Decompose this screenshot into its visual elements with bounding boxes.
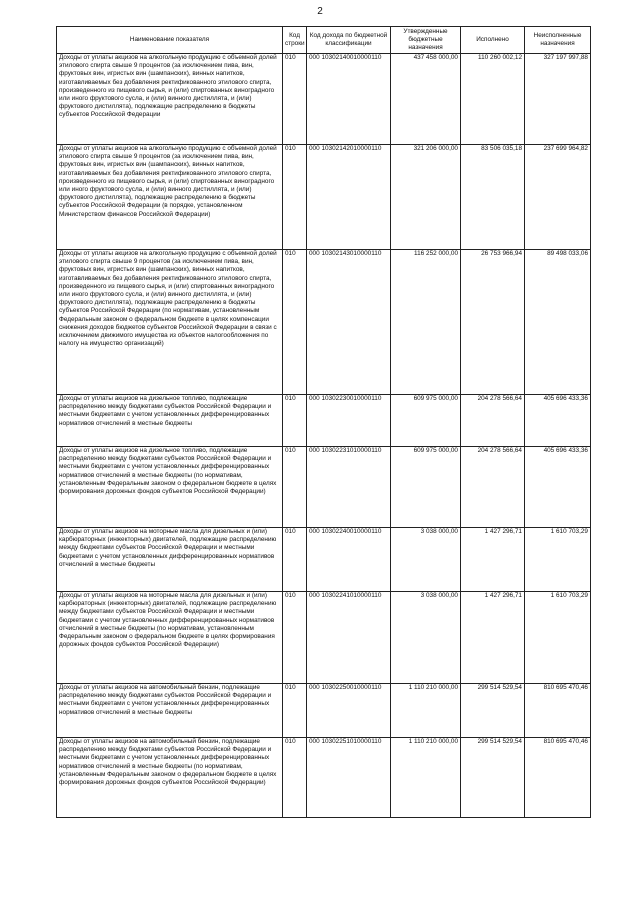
- budget-class-code: 000 10302241010000110: [307, 592, 391, 684]
- unexecuted-amount: 810 695 470,46: [525, 684, 591, 738]
- approved-amount: 609 975 000,00: [391, 395, 461, 447]
- table-row: [57, 54, 591, 145]
- header-code: Код строки: [283, 27, 307, 54]
- approved-amount: 609 975 000,00: [391, 447, 461, 528]
- budget-class-code: 000 10302230010000110: [307, 395, 391, 447]
- approved-amount: 3 038 000,00: [391, 528, 461, 592]
- executed-amount: 204 278 566,64: [461, 395, 525, 447]
- header-executed: Исполнено: [461, 27, 525, 54]
- indicator-name: Доходы от уплаты акцизов на автомобильный бензин, подлежащие распределению между бюджетами субъектов Российской Федерации и местными бюджетами с учетом установленных дифференцированных нормативов отчислений в местные бюджеты (по нормативам, установленным Федеральным законом о федеральном бюджете в целях формирования дорожных фондов субъектов Российской Федерации): [57, 738, 283, 818]
- line-code: 010: [283, 684, 307, 738]
- line-code: 010: [283, 145, 307, 250]
- unexecuted-amount: 405 696 433,36: [525, 447, 591, 528]
- approved-amount: 437 458 000,00: [391, 54, 461, 145]
- budget-class-code: 000 10302140010000110: [307, 54, 391, 145]
- line-code: 010: [283, 395, 307, 447]
- executed-amount: 1 427 296,71: [461, 528, 525, 592]
- budget-class-code: 000 10302250010000110: [307, 684, 391, 738]
- table-row: [57, 145, 591, 250]
- budget-class-code: 000 10302143010000110: [307, 250, 391, 395]
- unexecuted-amount: 89 498 033,06: [525, 250, 591, 395]
- budget-class-code: 000 10302142010000110: [307, 145, 391, 250]
- line-code: 010: [283, 592, 307, 684]
- approved-amount: 116 252 000,00: [391, 250, 461, 395]
- line-code: 010: [283, 447, 307, 528]
- unexecuted-amount: 405 696 433,36: [525, 395, 591, 447]
- indicator-name: Доходы от уплаты акцизов на автомобильный бензин, подлежащие распределению между бюджетами субъектов Российской Федерации и местными бюджетами с учетом установленных дифференцированных нормативов отчислений в местные бюджеты: [57, 684, 283, 738]
- line-code: 010: [283, 250, 307, 395]
- table-header-row: [57, 27, 591, 54]
- budget-class-code: 000 10302231010000110: [307, 447, 391, 528]
- revenue-table: [56, 26, 591, 818]
- table-row: [57, 447, 591, 528]
- table-row: [57, 592, 591, 684]
- table-row: [57, 528, 591, 592]
- executed-amount: 26 753 966,94: [461, 250, 525, 395]
- unexecuted-amount: 327 197 997,88: [525, 54, 591, 145]
- approved-amount: 321 206 000,00: [391, 145, 461, 250]
- line-code: 010: [283, 738, 307, 818]
- unexecuted-amount: 237 699 964,82: [525, 145, 591, 250]
- table-row: [57, 395, 591, 447]
- indicator-name: Доходы от уплаты акцизов на алкогольную продукцию с объемной долей этилового спирта свыше 9 процентов (за исключением пива, вин, фруктовых вин, игристых вин (шампанских), винных напитков, изготавливаемых без добавления ректификованного этилового спирта, произведенного из пищевого сырья, и (или) спиртованных виноградного или иного фруктового сусла, и (или) винного дистиллята, и (или) фруктового дистиллята), подлежащие распределению в бюджеты субъектов Российской Федерации: [57, 54, 283, 145]
- indicator-name: Доходы от уплаты акцизов на дизельное топливо, подлежащие распределению между бюджетами субъектов Российской Федерации и местными бюджетами с учетом установленных дифференцированных нормативов отчислений в местные бюджеты: [57, 395, 283, 447]
- header-name: Наименование показателя: [57, 27, 283, 54]
- approved-amount: 1 110 210 000,00: [391, 738, 461, 818]
- executed-amount: 299 514 529,54: [461, 738, 525, 818]
- unexecuted-amount: 1 610 703,29: [525, 592, 591, 684]
- unexecuted-amount: 1 610 703,29: [525, 528, 591, 592]
- table-row: [57, 250, 591, 395]
- indicator-name: Доходы от уплаты акцизов на моторные масла для дизельных и (или) карбюраторных (инжекторных) двигателей, подлежащие распределению между бюджетами субъектов Российской Федерации и местными бюджетами с учетом установленных дифференцированных нормативов отчислений в местные бюджеты (по нормативам, установленным Федеральным законом о федеральном бюджете в целях формирования дорожных фондов субъектов Российской Федерации): [57, 592, 283, 684]
- table-row: [57, 684, 591, 738]
- page-number: 2: [317, 6, 323, 17]
- executed-amount: 83 506 035,18: [461, 145, 525, 250]
- approved-amount: 1 110 210 000,00: [391, 684, 461, 738]
- executed-amount: 204 278 566,64: [461, 447, 525, 528]
- indicator-name: Доходы от уплаты акцизов на алкогольную продукцию с объемной долей этилового спирта свыше 9 процентов (за исключением пива, вин, фруктовых вин, игристых вин (шампанских), винных напитков, изготавливаемых без добавления ректификованного этилового спирта, произведенного из пищевого сырья, и (или) спиртованных виноградного или иного фруктового сусла, и (или) винного дистиллята, и (или) фруктового дистиллята), подлежащие распределению в бюджеты субъектов Российской Федерации (в порядке, установленном Министерством финансов Российской Федерации): [57, 145, 283, 250]
- unexecuted-amount: 810 695 470,46: [525, 738, 591, 818]
- header-unexecuted: Неисполненные назначения: [525, 27, 591, 54]
- executed-amount: 1 427 296,71: [461, 592, 525, 684]
- approved-amount: 3 038 000,00: [391, 592, 461, 684]
- line-code: 010: [283, 54, 307, 145]
- executed-amount: 110 260 002,12: [461, 54, 525, 145]
- line-code: 010: [283, 528, 307, 592]
- header-kbk: Код дохода по бюджетной классификации: [307, 27, 391, 54]
- executed-amount: 299 514 529,54: [461, 684, 525, 738]
- budget-class-code: 000 10302240010000110: [307, 528, 391, 592]
- indicator-name: Доходы от уплаты акцизов на моторные масла для дизельных и (или) карбюраторных (инжекторных) двигателей, подлежащие распределению между бюджетами субъектов Российской Федерации и местными бюджетами с учетом установленных дифференцированных нормативов отчислений в местные бюджеты: [57, 528, 283, 592]
- table-row: [57, 738, 591, 818]
- header-approved: Утвержденные бюджетные назначения: [391, 27, 461, 54]
- indicator-name: Доходы от уплаты акцизов на дизельное топливо, подлежащие распределению между бюджетами субъектов Российской Федерации и местными бюджетами с учетом установленных дифференцированных нормативов отчислений в местные бюджеты (по нормативам, установленным Федеральным законом о федеральном бюджете в целях формирования дорожных фондов субъектов Российской Федерации): [57, 447, 283, 528]
- budget-class-code: 000 10302251010000110: [307, 738, 391, 818]
- indicator-name: Доходы от уплаты акцизов на алкогольную продукцию с объемной долей этилового спирта свыше 9 процентов (за исключением пива, вин, фруктовых вин, игристых вин (шампанских), винных напитков, изготавливаемых без добавления ректификованного этилового спирта, произведенного из пищевого сырья, и (или) спиртованных виноградного или иного фруктового сусла, и (или) винного дистиллята, и (или) фруктового дистиллята), подлежащие распределению в бюджеты субъектов Российской Федерации (по нормативам, установленным Федеральным законом о федеральном бюджете в целях компенсации снижения доходов бюджетов субъектов Российской Федерации в связи с исключением движимого имущества из объектов налогообложения по налогу на имущество организаций): [57, 250, 283, 395]
